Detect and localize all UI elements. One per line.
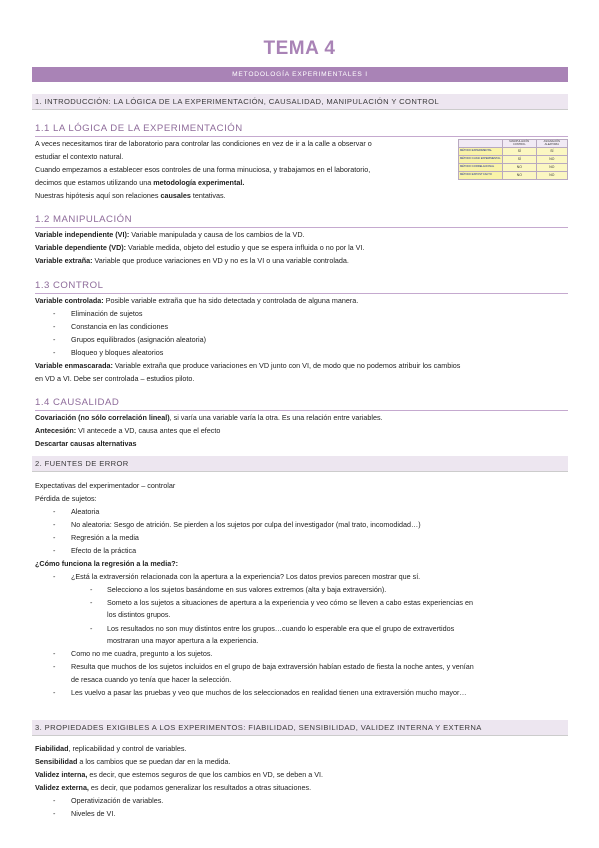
text-line: A veces necesitamos tirar de laboratorio para controlar las condiciones en vez de ir a la calle a observar o bbox=[35, 139, 372, 148]
list-item: - Aleatoria bbox=[35, 505, 565, 518]
subsection-1-2-heading: 1.2 MANIPULACIÓN bbox=[35, 214, 133, 225]
definition-line: Variable controlada: Posible variable extraña que ha sido detectada y controlada de alguna manera. bbox=[35, 296, 359, 305]
definition-line: Variable enmascarada: Variable extraña que produce variaciones en VD junto con VI, de modo que no podemos atribuir los cambios bbox=[35, 361, 461, 370]
subtitle-bar: METODOLOGÍA EXPERIMENTALES I bbox=[32, 67, 568, 82]
definition-line: Antecesión: VI antecede a VD, causa antes que el efecto bbox=[35, 426, 221, 435]
section-2-heading: 2. FUENTES DE ERROR bbox=[32, 456, 568, 472]
text-line: ¿Cómo funciona la regresión a la media?: bbox=[35, 559, 178, 568]
definition-line: Variable dependiente (VD): Variable medida, objeto del estudio y que se espera influida o no por la VI. bbox=[35, 243, 365, 252]
list-item: - Regresión a la media bbox=[35, 531, 565, 544]
text-line: decimos que estamos utilizando una metodología experimental. bbox=[35, 178, 245, 187]
list-item: - Grupos equilibrados (asignación aleatoria) bbox=[35, 333, 565, 346]
text-line: Expectativas del experimentador – controlar bbox=[35, 481, 176, 490]
list-item: - Constancia en las condiciones bbox=[35, 320, 565, 333]
page-title: TEMA 4 bbox=[263, 38, 336, 59]
text-line: Pérdida de sujetos: bbox=[35, 494, 97, 503]
sub-list-item: - Los resultados no son muy distintos entre los grupos…cuando lo esperable era que el grupo de extravertidos bbox=[35, 622, 565, 635]
list-item: - Niveles de VI. bbox=[35, 807, 565, 820]
text-line: Cuando empezamos a establecer esos controles de una forma minuciosa, y trabajamos en el laboratorio, bbox=[35, 165, 371, 174]
table-row: MÉTODO EXPERIMENTAL SÍ SÍ bbox=[459, 148, 568, 156]
sub-list-continuation: los distintos grupos. bbox=[107, 610, 171, 619]
list-continuation: de resaca cuando yo tenía que hacer la selección. bbox=[71, 675, 232, 684]
definition-line: Variable independiente (VI): Variable manipulada y causa de los cambios de la VD. bbox=[35, 230, 305, 239]
methods-table bbox=[458, 139, 568, 180]
definition-line: Fiabilidad, replicabilidad y control de variables. bbox=[35, 744, 187, 753]
subsection-1-3-body bbox=[35, 294, 565, 385]
list-item: - Bloqueo y bloques aleatorios bbox=[35, 346, 565, 359]
table-row: MÉTODO CUASI EXPERIMENTAL SÍ NO bbox=[459, 156, 568, 164]
text-line: Nuestras hipótesis aquí son relaciones causales tentativas. bbox=[35, 191, 226, 200]
sub-list-continuation: mostraran una mayor apertura a la experiencia. bbox=[107, 635, 259, 645]
list-item: - Operativización de variables. bbox=[35, 794, 565, 807]
list-item: - Efecto de la práctica bbox=[35, 544, 565, 557]
table-row: MÉTODO CORRELACIONAL NO NO bbox=[459, 164, 568, 172]
table-row: MÉTODO EXPOST FACTO NO NO bbox=[459, 172, 568, 180]
sub-list-item: - Someto a los sujetos a situaciones de apertura a la experiencia y veo cómo se lleven a cabo estas experiencias en bbox=[35, 596, 565, 609]
text-line: Descartar causas alternativas bbox=[35, 439, 137, 448]
section-1-heading: 1. INTRODUCCIÓN: LA LÓGICA DE LA EXPERIMENTACIÓN, CAUSALIDAD, MANIPULACIÓN Y CONTROL bbox=[32, 94, 568, 110]
list-item: - No aleatoria: Sesgo de atrición. Se pierden a los sujetos por culpa del investigador (mal trato, incomodidad…) bbox=[35, 518, 565, 531]
subsection-1-1-body bbox=[35, 137, 455, 202]
subsection-1-4-heading: 1.4 CAUSALIDAD bbox=[35, 397, 120, 408]
section-3-body bbox=[35, 742, 565, 820]
text-line: en VD a VI. Debe ser controlada – estudios piloto. bbox=[35, 374, 195, 383]
definition-line: Validez interna, es decir, que estemos seguros de que los cambios en VD, se deben a VI. bbox=[35, 770, 324, 779]
table-header-row: MANIPULACIÓN CONTROL ASIGNACIÓN ALEATORIA bbox=[459, 140, 568, 148]
list-item: - Resulta que muchos de los sujetos incluidos en el grupo de baja extraversión habían estado de fiesta la noche antes, y venían bbox=[35, 660, 565, 673]
list-item: - ¿Está la extraversión relacionada con la apertura a la experiencia? Los datos previos parecen mostrar que sí. bbox=[35, 570, 565, 583]
subsection-1-2-body bbox=[35, 228, 565, 267]
subsection-1-4-body bbox=[35, 411, 565, 450]
list-item: - Eliminación de sujetos bbox=[35, 307, 565, 320]
list-item: - Les vuelvo a pasar las pruebas y veo que muchos de los seleccionados en realidad tienen una extraversión mucho mayor… bbox=[35, 686, 565, 699]
section-2-body bbox=[35, 479, 565, 699]
sub-list-item: - Selecciono a los sujetos basándome en sus valores extremos (alta y baja extraversión). bbox=[35, 583, 565, 596]
definition-line: Variable extraña: Variable que produce variaciones en VD y no es la VI o una variable controlada. bbox=[35, 256, 349, 265]
subsection-1-1-heading: 1.1 LA LÓGICA DE LA EXPERIMENTACIÓN bbox=[35, 123, 243, 134]
definition-line: Covariación (no sólo correlación lineal), si varía una variable varía la otra. Es una relación entre variables. bbox=[35, 413, 383, 422]
definition-line: Validez externa, es decir, que podamos generalizar los resultados a otras situaciones. bbox=[35, 783, 312, 792]
list-item: - Como no me cuadra, pregunto a los sujetos. bbox=[35, 647, 565, 660]
text-line: estudiar el contexto natural. bbox=[35, 152, 124, 161]
section-3-heading: 3. PROPIEDADES EXIGIBLES A LOS EXPERIMENTOS: FIABILIDAD, SENSIBILIDAD, VALIDEZ INTERNA Y EXTERNA bbox=[32, 720, 568, 736]
subsection-1-3-heading: 1.3 CONTROL bbox=[35, 280, 104, 291]
definition-line: Sensibilidad a los cambios que se puedan dar en la medida. bbox=[35, 757, 231, 766]
